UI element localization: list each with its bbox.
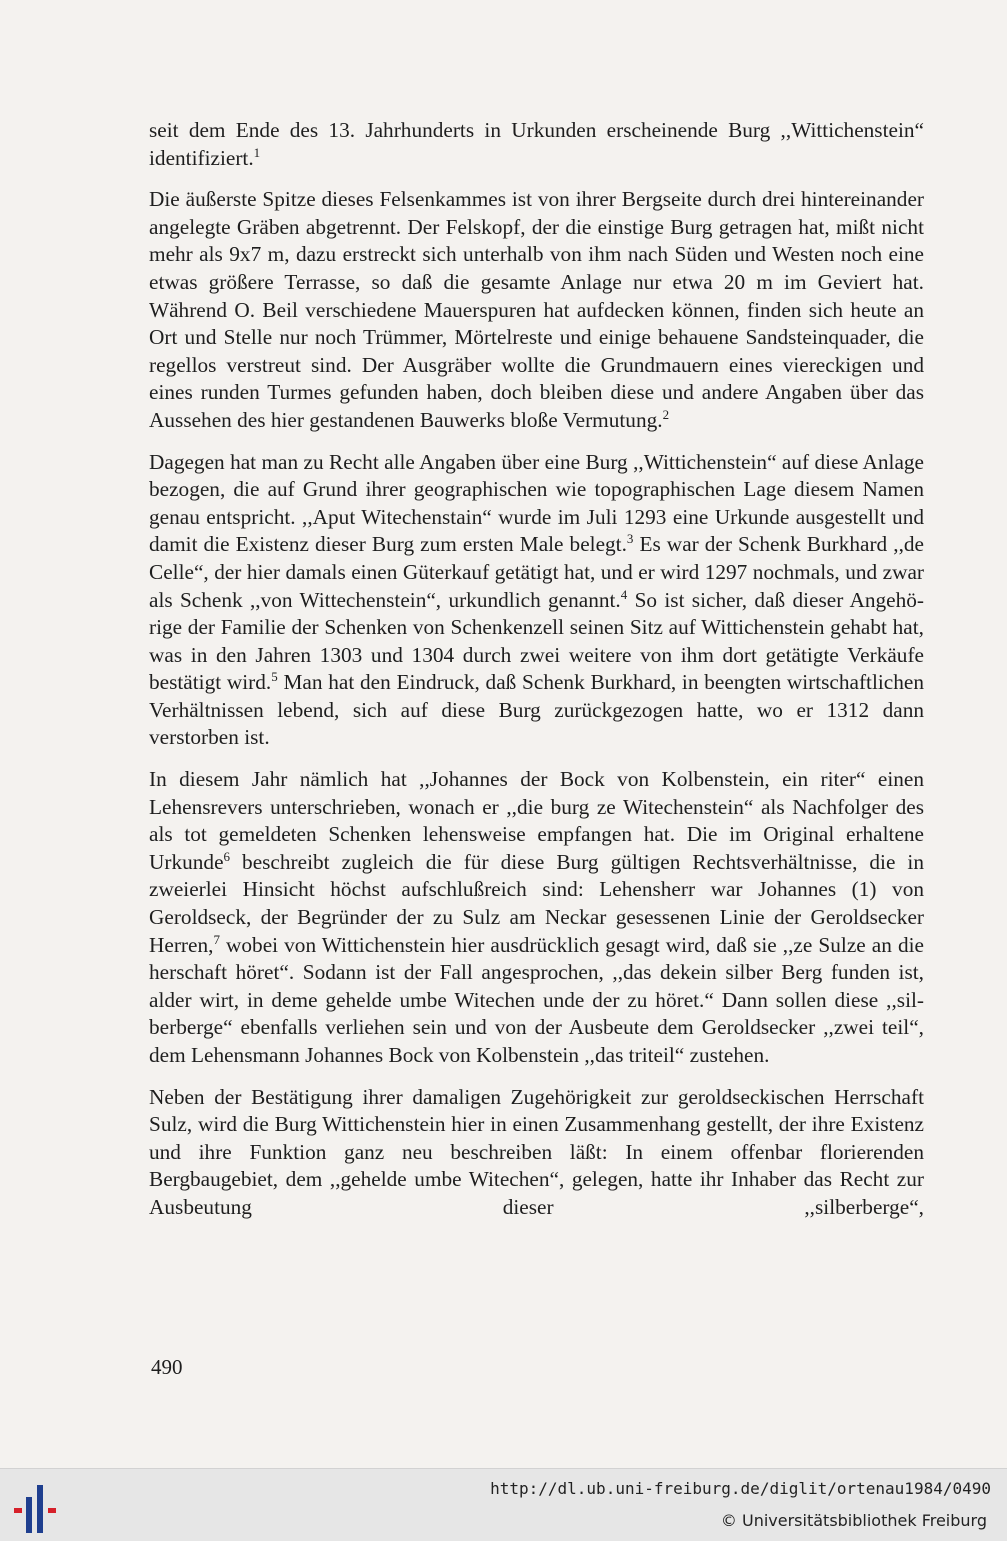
text-run: Es war der Schenk Burkhard ,,de Celle“, der hier damals einen Güterkauf getätigt hat, und er wird 1297 nochmals, und zwar als Schenk ,,von Wittechenstein“, urkundlich genannt. <box>149 532 924 612</box>
footnote-marker: 1 <box>253 144 261 160</box>
text-run: So ist sicher, daß dieser Angehörige der Familie der Schenken von Schenkenzell seinen Sitz auf Wittichenstein gehabt hat, was in den Jahren 1303 und 1304 durch zwei weitere von ihm dort getätigte Verkäufe bestätigt wird. <box>149 587 924 695</box>
ub-freiburg-logo-icon <box>10 1481 66 1533</box>
paragraph <box>149 186 924 434</box>
text-run: Neben der Bestätigung ihrer damaligen Zugehörigkeit zur geroldseckischen Herrschaft Sulz, wird die Burg Wittichenstein hier in einen Zusammenhang gestellt, der ihre Existenz und ihre Funktion ganz neu beschreiben läßt: In einem offenbar florierenden Bergbaugebiet, dem ,,gehelde umbe Witechen“, gelegen, hatte ihr Inhaber das Recht zur Ausbeutung dieser ,,silberberge“, <box>149 1084 924 1219</box>
footnote-marker: 3 <box>626 531 634 547</box>
footnote-marker: 5 <box>271 669 278 685</box>
footnote-marker: 6 <box>223 848 231 864</box>
page-number: 490 <box>151 1355 183 1379</box>
paragraph <box>149 1084 924 1222</box>
text-run: beschreibt zugleich die für diese Burg gültigen Rechtsverhältnisse, die in zweierlei Hinsicht höchst aufschlußreich sind: Lehensherr war Johannes (1) von Geroldseck, der Begründer der zu Sulz am Neckar gesessenen Linie der Geroldsecker Herren, <box>149 849 924 957</box>
text-run: seit dem Ende des 13. Jahrhunderts in Urkunden erscheinende Burg ,,Wittichenstein“ identifiziert. <box>149 118 924 170</box>
footnote-marker: 7 <box>213 931 220 947</box>
text-run: In diesem Jahr nämlich hat ,,Johannes der Bock von Kolbenstein, ein riter“ einen Lehensrevers unterschrieben, wonach er ,,die burg ze Witechenstein“ als Nachfolger des als tot gemeldeten Schenken lehensweise empfangen hat. Die im Original erhaltene Urkunde <box>149 767 924 874</box>
copyright-text: © Universitätsbibliothek Freiburg <box>720 1511 987 1530</box>
footer-bar <box>0 1468 1007 1541</box>
text-run: wobei von Wittichenstein hier ausdrücklich gesagt wird, daß sie ,,ze Sulze an die herschaft höret“. Sodann ist der Fall angesprochen, ,,das dekein silber Berg funden ist, alder wirt, in deme gehelde umbe Witechen unde der zu höret.“ Dann sollen diese ,,silberberge“ ebenfalls verliehen sein und von der Ausbeute dem Geroldsecker ,,zwei teil“, dem Lehensmann Johannes Bock von Kolbenstein ,,das triteil“ zustehen. <box>149 932 924 1067</box>
source-url-link[interactable]: http://dl.ub.uni-freiburg.de/diglit/ortenau1984/0490 <box>490 1479 991 1498</box>
footnote-marker: 2 <box>662 406 670 422</box>
text-run: Die äußerste Spitze dieses Felsenkammes ist von ihrer Bergseite durch drei hintereinander angelegte Gräben abgetrennt. Der Felskopf, der die einstige Burg getragen hat, mißt nicht mehr als 9x7 m, dazu erstreckt sich unterhalb von ihm nach Süden und Westen noch eine etwas größere Terrasse, so daß die gesamte Anlage nur etwa 20 m im Geviert hat. Während O. Beil verschiedene Mauerspuren hat aufdecken können, finden sich heute an Ort und Stelle nur noch Trümmer, Mörtelreste und einige behauene Sandsteinquader, die regellos verstreut sind. Der Ausgräber wollte die Grundmauern eines viereckigen und eines runden Turmes gefunden haben, doch bleiben diese und andere Angaben über das Aussehen des hier gestandenen Bauwerks bloße Vermutung. <box>149 187 924 432</box>
paragraph <box>149 117 924 172</box>
body-text <box>149 117 924 1236</box>
text-run: Man hat den Eindruck, daß Schenk Burkhard, in beengten wirtschaftlichen Verhältnissen lebend, sich auf diese Burg zurückgezogen hatte, wo er 1312 dann verstorben ist. <box>149 670 925 750</box>
text-run: Dagegen hat man zu Recht alle Angaben über eine Burg ,,Wittichenstein“ auf diese Anlage bezogen, die auf Grund ihrer geographischen wie topographischen Lage diesem Namen genau entspricht. ,,Aput Witechenstain“ wurde im Juli 1293 eine Urkunde ausgestellt und damit die Existenz dieser Burg zum ersten Male belegt. <box>149 449 924 557</box>
footnote-marker: 4 <box>620 586 628 602</box>
paragraph <box>149 449 924 753</box>
paragraph <box>149 766 924 1070</box>
